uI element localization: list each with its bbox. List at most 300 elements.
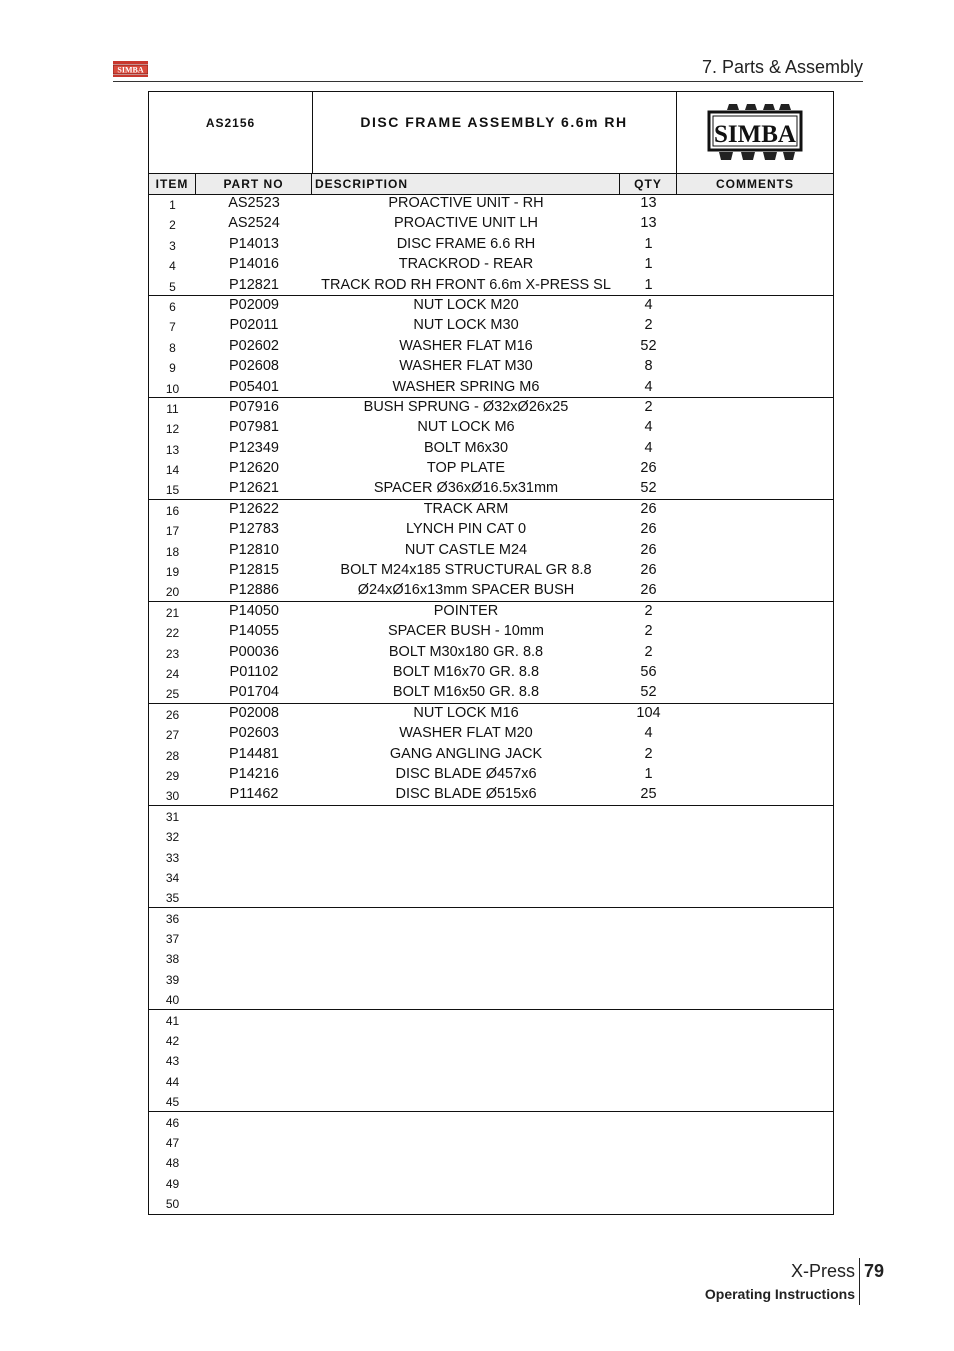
comment bbox=[677, 500, 833, 520]
part-description bbox=[312, 847, 620, 867]
part-description bbox=[312, 826, 620, 846]
col-header-qty: QTY bbox=[620, 174, 677, 194]
table-row bbox=[149, 1112, 833, 1132]
comment bbox=[677, 378, 833, 398]
table-row bbox=[149, 541, 833, 561]
quantity bbox=[620, 826, 677, 846]
table-row bbox=[149, 1050, 833, 1070]
quantity: 2 bbox=[644, 643, 653, 660]
part-description: DISC FRAME 6.6 RH bbox=[396, 235, 536, 252]
item-number: 27 bbox=[165, 728, 180, 743]
part-number: P14050 bbox=[229, 602, 279, 619]
part-number: P01704 bbox=[229, 684, 279, 701]
quantity: 26 bbox=[640, 541, 657, 558]
comment bbox=[677, 765, 833, 785]
comment bbox=[677, 969, 833, 989]
comment bbox=[677, 1112, 833, 1132]
part-number bbox=[196, 989, 312, 1009]
part-description: NUT LOCK M16 bbox=[413, 704, 519, 721]
col-header-part-no: PART NO bbox=[196, 174, 312, 194]
comment bbox=[677, 1173, 833, 1193]
part-number: P14216 bbox=[229, 765, 279, 782]
table-row bbox=[149, 989, 833, 1009]
item-number: 20 bbox=[165, 585, 180, 600]
comment bbox=[677, 989, 833, 1009]
comment bbox=[677, 398, 833, 418]
quantity bbox=[620, 1010, 677, 1030]
svg-text:SIMBA: SIMBA bbox=[714, 121, 796, 148]
part-description bbox=[312, 1193, 620, 1213]
item-number: 17 bbox=[165, 524, 180, 539]
quantity bbox=[620, 1030, 677, 1050]
part-number: P00036 bbox=[229, 643, 279, 660]
part-number: P01102 bbox=[229, 663, 279, 680]
table-row bbox=[149, 847, 833, 867]
part-description bbox=[312, 989, 620, 1009]
quantity: 52 bbox=[640, 337, 657, 354]
item-number: 5 bbox=[169, 279, 176, 294]
part-number bbox=[196, 1112, 312, 1132]
simba-logo bbox=[705, 100, 805, 166]
part-description bbox=[312, 1132, 620, 1152]
quantity: 2 bbox=[644, 602, 653, 619]
table-row bbox=[149, 255, 833, 275]
item-number: 38 bbox=[165, 952, 180, 967]
col-header-description: DESCRIPTION bbox=[312, 174, 620, 194]
item-number: 13 bbox=[165, 442, 180, 457]
quantity bbox=[620, 1091, 677, 1111]
part-number bbox=[196, 1152, 312, 1172]
table-row bbox=[149, 745, 833, 765]
table-row bbox=[149, 479, 833, 499]
comment bbox=[677, 643, 833, 663]
part-description bbox=[312, 969, 620, 989]
comment bbox=[677, 296, 833, 316]
part-description: POINTER bbox=[433, 602, 499, 619]
comment bbox=[677, 908, 833, 928]
table-row bbox=[149, 1152, 833, 1172]
part-number bbox=[196, 806, 312, 826]
comment bbox=[677, 806, 833, 826]
simba-logo-small bbox=[113, 59, 148, 78]
part-number bbox=[196, 1050, 312, 1070]
part-description: BOLT M16x50 GR. 8.8 bbox=[392, 684, 540, 701]
comment bbox=[677, 459, 833, 479]
table-header bbox=[149, 173, 833, 195]
table-row bbox=[149, 867, 833, 887]
item-number: 1 bbox=[169, 198, 176, 212]
footer-divider bbox=[859, 1258, 860, 1305]
part-description: TRACK ARM bbox=[423, 500, 509, 517]
table-row bbox=[149, 276, 833, 296]
table-row bbox=[149, 337, 833, 357]
part-number: P07916 bbox=[229, 398, 279, 415]
table-row bbox=[149, 378, 833, 398]
item-number: 35 bbox=[165, 891, 180, 906]
quantity bbox=[620, 1050, 677, 1070]
comment bbox=[677, 683, 833, 703]
comment bbox=[677, 1152, 833, 1172]
table-row bbox=[149, 1091, 833, 1111]
part-description: NUT LOCK M30 bbox=[413, 317, 519, 334]
part-number bbox=[196, 948, 312, 968]
comment bbox=[677, 1050, 833, 1070]
part-description: TRACKROD - REAR bbox=[398, 256, 534, 273]
part-description: WASHER FLAT M16 bbox=[399, 337, 533, 354]
part-description: Ø24xØ16x13mm SPACER BUSH bbox=[357, 582, 575, 599]
item-number: 46 bbox=[165, 1115, 180, 1130]
item-number: 19 bbox=[165, 565, 180, 580]
part-description: GANG ANGLING JACK bbox=[389, 745, 543, 762]
part-number bbox=[196, 908, 312, 928]
item-number: 8 bbox=[169, 340, 176, 355]
part-number bbox=[196, 826, 312, 846]
quantity: 4 bbox=[644, 296, 653, 313]
item-number: 3 bbox=[169, 238, 176, 253]
item-number: 33 bbox=[165, 850, 180, 865]
comment bbox=[677, 622, 833, 642]
part-number: P12783 bbox=[229, 521, 279, 538]
part-number: P02608 bbox=[229, 358, 279, 375]
footer-subtitle: Operating Instructions bbox=[704, 1286, 855, 1302]
table-row bbox=[149, 1071, 833, 1091]
table-row bbox=[149, 724, 833, 744]
table-row bbox=[149, 826, 833, 846]
quantity bbox=[620, 1152, 677, 1172]
quantity bbox=[620, 989, 677, 1009]
quantity: 1 bbox=[644, 765, 653, 782]
comment bbox=[677, 1091, 833, 1111]
part-description: PROACTIVE UNIT - RH bbox=[388, 195, 544, 211]
table-row bbox=[149, 296, 833, 316]
quantity: 104 bbox=[636, 704, 661, 721]
quantity bbox=[620, 887, 677, 907]
comment bbox=[677, 704, 833, 724]
header-rule bbox=[113, 81, 863, 82]
table-row bbox=[149, 439, 833, 459]
part-number bbox=[196, 1071, 312, 1091]
item-number: 4 bbox=[169, 259, 176, 274]
quantity: 4 bbox=[644, 439, 653, 456]
item-number: 37 bbox=[165, 932, 180, 947]
part-number bbox=[196, 847, 312, 867]
part-description: BOLT M24x185 STRUCTURAL GR 8.8 bbox=[340, 562, 592, 579]
table-row bbox=[149, 622, 833, 642]
quantity: 8 bbox=[644, 358, 653, 375]
item-number: 25 bbox=[165, 687, 180, 702]
quantity: 26 bbox=[640, 521, 657, 538]
part-description bbox=[312, 1010, 620, 1030]
part-description bbox=[312, 1152, 620, 1172]
item-number: 42 bbox=[165, 1034, 180, 1049]
comment bbox=[677, 1030, 833, 1050]
part-description: BOLT M6x30 bbox=[423, 439, 509, 456]
comment bbox=[677, 745, 833, 765]
comment bbox=[677, 826, 833, 846]
quantity: 52 bbox=[640, 480, 657, 497]
item-number: 39 bbox=[165, 972, 180, 987]
comment bbox=[677, 928, 833, 948]
table-row bbox=[149, 398, 833, 418]
table-row bbox=[149, 602, 833, 622]
quantity: 56 bbox=[640, 663, 657, 680]
quantity: 2 bbox=[644, 745, 653, 762]
comment bbox=[677, 235, 833, 255]
product-name: X-Press bbox=[790, 1261, 855, 1281]
part-number: P14055 bbox=[229, 623, 279, 640]
part-number bbox=[196, 969, 312, 989]
quantity bbox=[620, 948, 677, 968]
table-row bbox=[149, 908, 833, 928]
item-number: 40 bbox=[165, 993, 180, 1008]
comment bbox=[677, 724, 833, 744]
item-number: 2 bbox=[169, 218, 176, 233]
part-number: AS2524 bbox=[228, 215, 280, 232]
comment bbox=[677, 479, 833, 499]
quantity bbox=[620, 847, 677, 867]
table-row bbox=[149, 316, 833, 336]
comment bbox=[677, 887, 833, 907]
part-number: P11462 bbox=[229, 786, 279, 803]
part-description bbox=[312, 1050, 620, 1070]
comment bbox=[677, 418, 833, 438]
table-row bbox=[149, 520, 833, 540]
assembly-code-cell bbox=[149, 92, 313, 174]
part-description: NUT CASTLE M24 bbox=[404, 541, 528, 558]
table-row bbox=[149, 561, 833, 581]
item-number: 6 bbox=[169, 299, 176, 314]
item-number: 11 bbox=[166, 401, 179, 416]
item-number: 45 bbox=[165, 1095, 180, 1110]
part-description: NUT LOCK M20 bbox=[413, 296, 519, 313]
table-row bbox=[149, 194, 833, 214]
part-number: P02602 bbox=[229, 337, 279, 354]
comment bbox=[677, 1132, 833, 1152]
comment bbox=[677, 255, 833, 275]
quantity: 1 bbox=[644, 235, 653, 252]
part-description: SPACER BUSH - 10mm bbox=[387, 623, 545, 640]
part-number: P12349 bbox=[229, 439, 279, 456]
comment bbox=[677, 1193, 833, 1213]
parts-list-sheet bbox=[148, 91, 834, 1215]
table-row bbox=[149, 459, 833, 479]
table-row bbox=[149, 969, 833, 989]
part-number bbox=[196, 928, 312, 948]
table-row bbox=[149, 1010, 833, 1030]
part-number: P14016 bbox=[229, 256, 279, 273]
part-description bbox=[312, 948, 620, 968]
item-number: 28 bbox=[165, 748, 180, 763]
item-number: 30 bbox=[165, 789, 180, 804]
item-number: 31 bbox=[165, 809, 180, 824]
table-row bbox=[149, 948, 833, 968]
simba-logo-cell bbox=[677, 92, 833, 174]
part-number: AS2523 bbox=[228, 195, 280, 211]
comment bbox=[677, 316, 833, 336]
table-row bbox=[149, 765, 833, 785]
table-row bbox=[149, 1030, 833, 1050]
item-number: 47 bbox=[165, 1135, 180, 1150]
item-number: 7 bbox=[169, 320, 176, 335]
part-number bbox=[196, 867, 312, 887]
part-description: SPACER Ø36xØ16.5x31mm bbox=[373, 480, 559, 497]
part-description: TRACK ROD RH FRONT 6.6m X-PRESS SL bbox=[321, 276, 611, 293]
quantity bbox=[620, 1193, 677, 1213]
item-number: 26 bbox=[165, 707, 180, 722]
assembly-title-cell bbox=[312, 92, 677, 174]
item-number: 43 bbox=[165, 1054, 180, 1069]
comment bbox=[677, 337, 833, 357]
part-description bbox=[312, 887, 620, 907]
quantity: 4 bbox=[644, 725, 653, 742]
part-description: BOLT M30x180 GR. 8.8 bbox=[388, 643, 544, 660]
comment bbox=[677, 561, 833, 581]
comment bbox=[677, 602, 833, 622]
comment bbox=[677, 439, 833, 459]
part-description: BOLT M16x70 GR. 8.8 bbox=[392, 663, 540, 680]
item-number: 14 bbox=[165, 463, 180, 478]
quantity: 1 bbox=[644, 256, 653, 273]
part-number: P02011 bbox=[229, 317, 279, 334]
comment bbox=[677, 663, 833, 683]
part-description: DISC BLADE Ø515x6 bbox=[395, 786, 537, 803]
item-number: 50 bbox=[165, 1197, 180, 1212]
item-number: 23 bbox=[165, 646, 180, 661]
part-number: P12810 bbox=[229, 541, 279, 558]
quantity: 1 bbox=[644, 276, 653, 293]
table-row bbox=[149, 704, 833, 724]
part-description: NUT LOCK M6 bbox=[417, 419, 515, 436]
col-header-comments: COMMENTS bbox=[716, 177, 794, 191]
part-description bbox=[312, 928, 620, 948]
part-number: P07981 bbox=[229, 419, 279, 436]
quantity bbox=[620, 969, 677, 989]
item-number: 15 bbox=[165, 483, 180, 498]
part-number bbox=[196, 1173, 312, 1193]
table-row bbox=[149, 214, 833, 234]
quantity: 2 bbox=[644, 317, 653, 334]
part-number: P14013 bbox=[229, 235, 279, 252]
quantity: 26 bbox=[640, 460, 657, 477]
quantity: 52 bbox=[640, 684, 657, 701]
assembly-title: DISC FRAME ASSEMBLY 6.6m RH bbox=[360, 114, 628, 130]
part-number: P02008 bbox=[229, 704, 279, 721]
item-number: 16 bbox=[165, 503, 180, 518]
part-number bbox=[196, 1193, 312, 1213]
table-row bbox=[149, 1173, 833, 1193]
item-number: 12 bbox=[165, 422, 180, 437]
part-number: P12621 bbox=[229, 480, 279, 497]
quantity: 25 bbox=[640, 786, 657, 803]
table-row bbox=[149, 418, 833, 438]
part-description bbox=[312, 1091, 620, 1111]
item-number: 41 bbox=[165, 1013, 180, 1028]
part-number: P12815 bbox=[229, 562, 279, 579]
comment bbox=[677, 276, 833, 296]
part-number bbox=[196, 1030, 312, 1050]
title-row bbox=[149, 92, 833, 174]
quantity bbox=[620, 806, 677, 826]
item-number: 10 bbox=[165, 381, 180, 396]
part-description: BUSH SPRUNG - Ø32xØ26x25 bbox=[363, 398, 569, 415]
item-number: 48 bbox=[165, 1156, 180, 1171]
part-description: TOP PLATE bbox=[426, 460, 506, 477]
comment bbox=[677, 1071, 833, 1091]
item-number: 34 bbox=[165, 870, 180, 885]
comment bbox=[677, 948, 833, 968]
part-number: P12886 bbox=[229, 582, 279, 599]
comment bbox=[677, 194, 833, 214]
table-row bbox=[149, 806, 833, 826]
item-number: 49 bbox=[165, 1176, 180, 1191]
quantity: 4 bbox=[644, 419, 653, 436]
table-row bbox=[149, 887, 833, 907]
part-number: P12622 bbox=[229, 500, 279, 517]
table-row bbox=[149, 785, 833, 805]
quantity: 26 bbox=[640, 562, 657, 579]
comment bbox=[677, 785, 833, 805]
part-description: WASHER SPRING M6 bbox=[392, 378, 540, 395]
comment bbox=[677, 847, 833, 867]
table-row bbox=[149, 357, 833, 377]
part-number: P12821 bbox=[229, 276, 279, 293]
comment bbox=[677, 581, 833, 601]
part-description bbox=[312, 1173, 620, 1193]
part-number bbox=[196, 1091, 312, 1111]
part-description bbox=[312, 1030, 620, 1050]
item-number: 22 bbox=[165, 626, 180, 641]
comment bbox=[677, 214, 833, 234]
part-description: WASHER FLAT M30 bbox=[399, 358, 533, 375]
table-row bbox=[149, 928, 833, 948]
quantity bbox=[620, 1071, 677, 1091]
table-row bbox=[149, 643, 833, 663]
part-number: P02603 bbox=[229, 725, 279, 742]
part-number bbox=[196, 887, 312, 907]
part-number: P02009 bbox=[229, 296, 279, 313]
part-description: DISC BLADE Ø457x6 bbox=[395, 765, 537, 782]
comment bbox=[677, 867, 833, 887]
part-number bbox=[196, 1132, 312, 1152]
table-row bbox=[149, 581, 833, 601]
part-number: P05401 bbox=[229, 378, 279, 395]
quantity bbox=[620, 908, 677, 928]
quantity: 26 bbox=[640, 582, 657, 599]
table-row bbox=[149, 683, 833, 703]
part-number: P12620 bbox=[229, 460, 279, 477]
quantity: 2 bbox=[644, 623, 653, 640]
quantity bbox=[620, 1173, 677, 1193]
page-number: 79 bbox=[864, 1261, 885, 1281]
table-row bbox=[149, 663, 833, 683]
item-number: 18 bbox=[165, 544, 180, 559]
part-number bbox=[196, 1010, 312, 1030]
part-description bbox=[312, 867, 620, 887]
part-description: PROACTIVE UNIT LH bbox=[394, 215, 538, 232]
item-number: 21 bbox=[165, 605, 180, 620]
part-description bbox=[312, 1071, 620, 1091]
quantity: 4 bbox=[644, 378, 653, 395]
assembly-code: AS2156 bbox=[205, 116, 256, 130]
quantity: 2 bbox=[644, 398, 653, 415]
item-number: 36 bbox=[165, 911, 180, 926]
quantity bbox=[620, 928, 677, 948]
part-description bbox=[312, 908, 620, 928]
table-row bbox=[149, 1132, 833, 1152]
quantity bbox=[620, 1112, 677, 1132]
table-row bbox=[149, 235, 833, 255]
comment bbox=[677, 520, 833, 540]
